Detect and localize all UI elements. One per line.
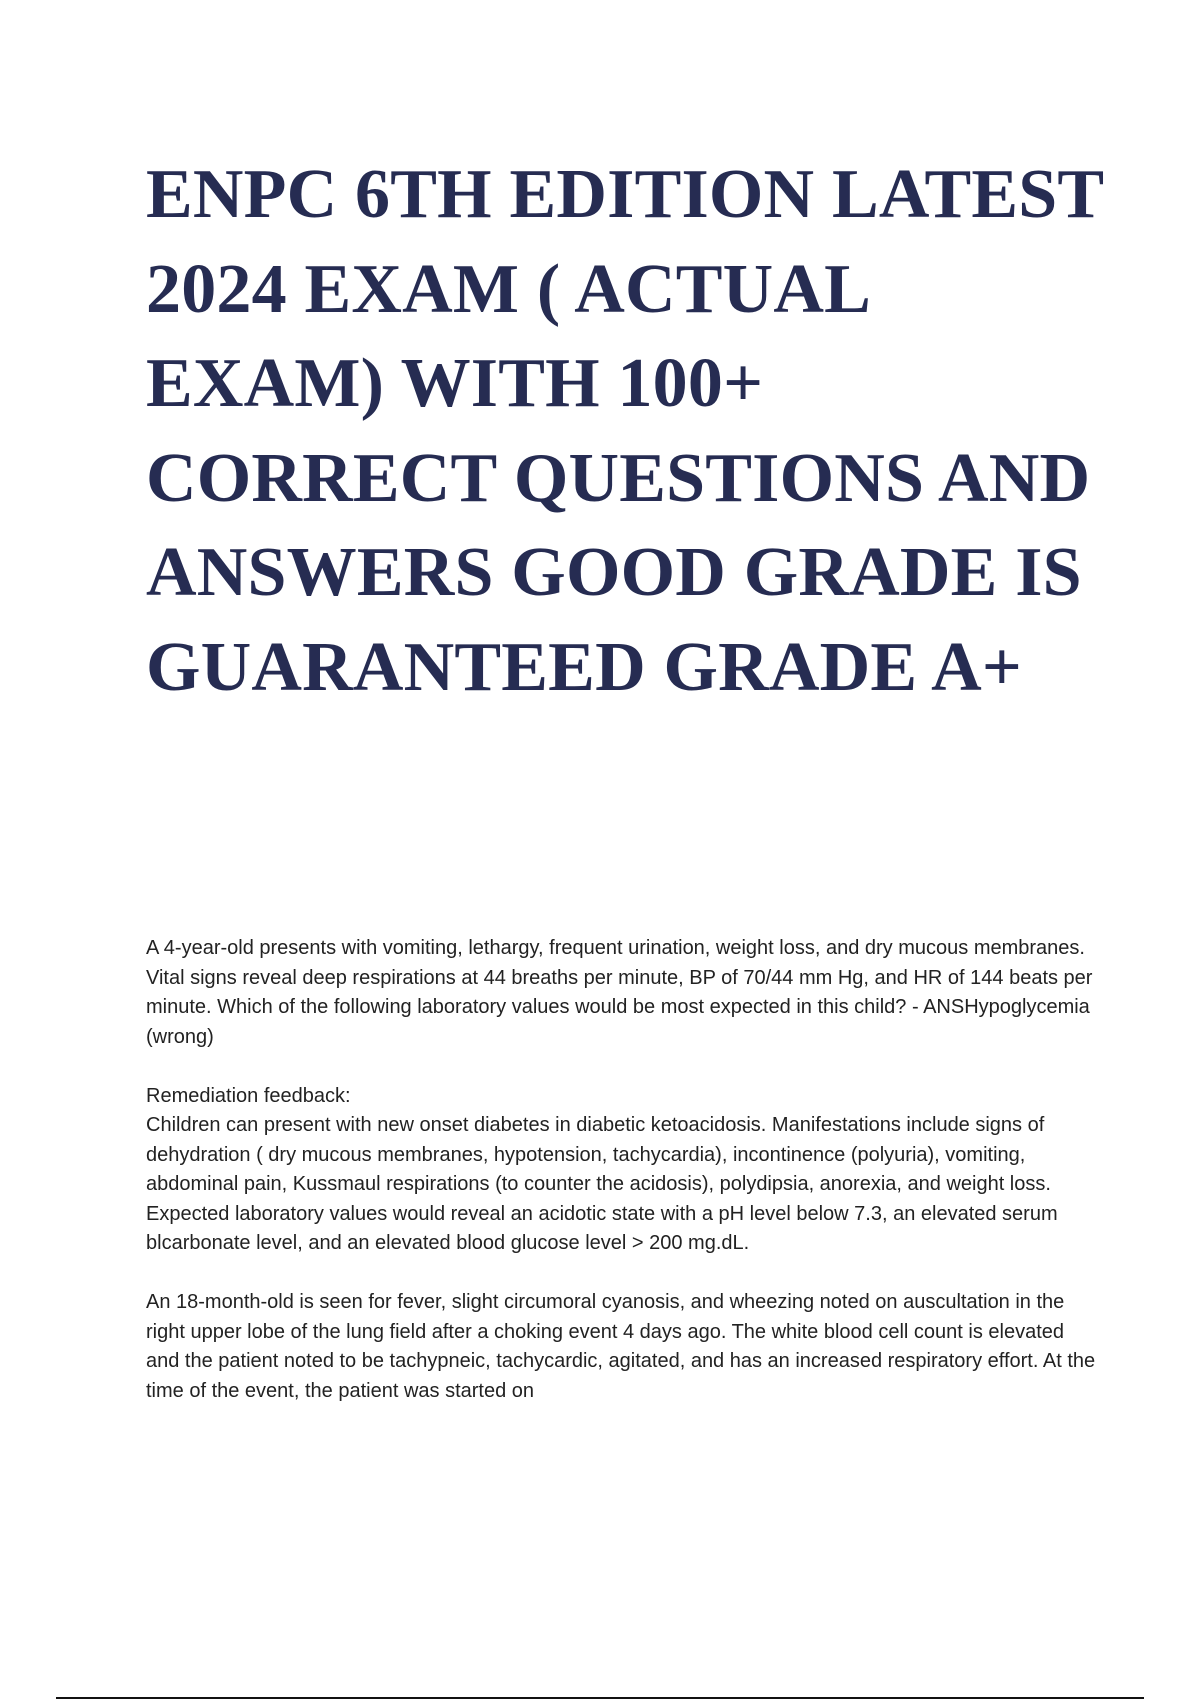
question-1-paragraph: A 4-year-old presents with vomiting, lethargy, frequent urination, weight loss, and dry mucous membranes. Vital signs reveal deep respirations at 44 breaths per minute, BP of 70/44 mm Hg, and HR of 144 beats per minute. Which of the following laboratory values would be most expected in this child? - ANSHypoglycemia (wrong) — [146, 937, 1093, 1048]
remediation-feedback-text: Children can present with new onset diabetes in diabetic ketoacidosis. Manifestations include signs of dehydration ( dry mucous membranes, hypotension, tachycardia), incontinence (polyuria), vomiting, abdominal pain, Kussmaul respirations (to counter the acidosis), polydipsia, anorexia, and weight loss. Expected laboratory values would reveal an acidotic state with a pH level below 7.3, an elevated serum blcarbonate level, and an elevated blood glucose level > 200 mg.dL. — [146, 1114, 1058, 1254]
document-title: ENPC 6TH EDITION LATEST 2024 EXAM ( ACTUAL EXAM) WITH 100+ CORRECT QUESTIONS AND ANSWERS GOOD GRADE IS GUARANTEED GRADE A+ — [146, 156, 1103, 706]
question-2-paragraph: An 18-month-old is seen for fever, slight circumoral cyanosis, and wheezing noted on auscultation in the right upper lobe of the lung field after a choking event 4 days ago. The white blood cell count is elevated and the patient noted to be tachypneic, tachycardic, agitated, and has an increased respiratory effort. At the time of the event, the patient was started on — [146, 1291, 1096, 1402]
paragraph-spacer — [146, 1259, 1096, 1289]
page-bottom-divider — [56, 1697, 1144, 1699]
document-body — [146, 934, 1096, 1406]
paragraph-spacer — [146, 1052, 1096, 1082]
remediation-feedback-heading: Remediation feedback: — [146, 1084, 351, 1107]
